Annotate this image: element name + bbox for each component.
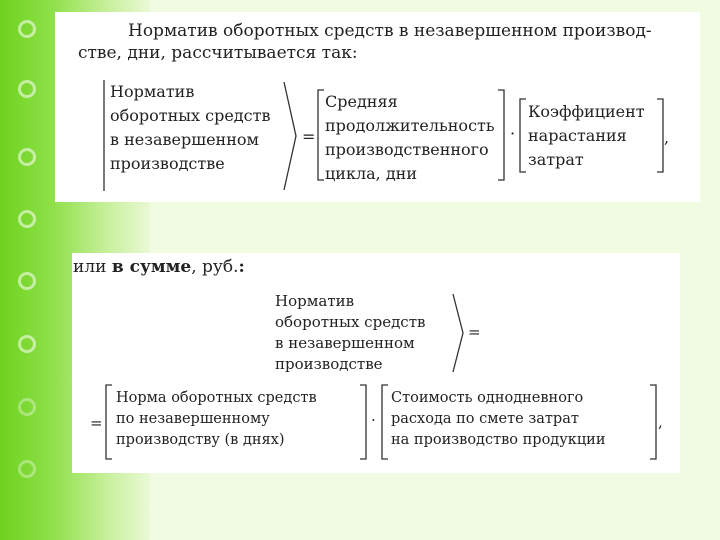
subtitle-colon: :	[238, 257, 245, 277]
right-square-bracket-icon	[358, 383, 368, 461]
right-square-bracket-icon	[648, 383, 658, 461]
intro-line-1: Норматив оборотных средств в незавершенном производ-	[128, 21, 652, 41]
factor-days-norm: Норма оборотных средств по незавершенному производству (в днях)	[116, 390, 317, 448]
intro-line-2: стве, дни, рассчитывается так:	[78, 43, 358, 63]
multiply-dot: ·	[510, 124, 516, 143]
lhs-sum: Норматив оборотных средств в незавершенном производстве	[275, 292, 426, 373]
comma: ,	[664, 128, 670, 147]
circle-decoration-icon	[18, 398, 36, 416]
equals-sign: =	[302, 127, 316, 146]
circle-decoration-icon	[18, 20, 36, 38]
factor-cycle-duration: Средняя продолжительность производственного цикла, дни	[325, 92, 495, 183]
left-square-bracket-icon	[518, 97, 528, 174]
left-square-bracket-icon	[380, 383, 390, 461]
subtitle-suffix: , руб.	[191, 257, 239, 277]
circle-decoration-icon	[18, 80, 36, 98]
multiply-dot: ·	[371, 411, 376, 429]
lhs-days: Норматив оборотных средств в незавершенном производстве	[110, 82, 271, 173]
circle-decoration-icon	[18, 272, 36, 290]
comma: ,	[658, 413, 663, 431]
equals-sign-top: =	[468, 323, 481, 341]
subtitle-bold: в сумме	[111, 257, 192, 277]
left-bracket-icon	[100, 78, 110, 193]
circle-decoration-icon	[18, 210, 36, 228]
subtitle-in-sum	[73, 256, 245, 278]
circle-decoration-icon	[18, 335, 36, 353]
circle-decoration-icon	[18, 148, 36, 166]
left-square-bracket-icon	[104, 383, 114, 461]
right-square-bracket-icon	[496, 88, 506, 182]
circle-decoration-icon	[18, 460, 36, 478]
angle-bracket-icon	[282, 80, 300, 192]
angle-bracket-icon	[451, 292, 469, 374]
factor-cost-growth: Коэффициент нарастания затрат	[528, 102, 645, 169]
equals-sign-left: =	[90, 414, 103, 432]
subtitle-prefix: или	[73, 257, 112, 277]
factor-daily-cost: Стоимость однодневного расхода по смете затрат на производство продукции	[391, 390, 606, 448]
